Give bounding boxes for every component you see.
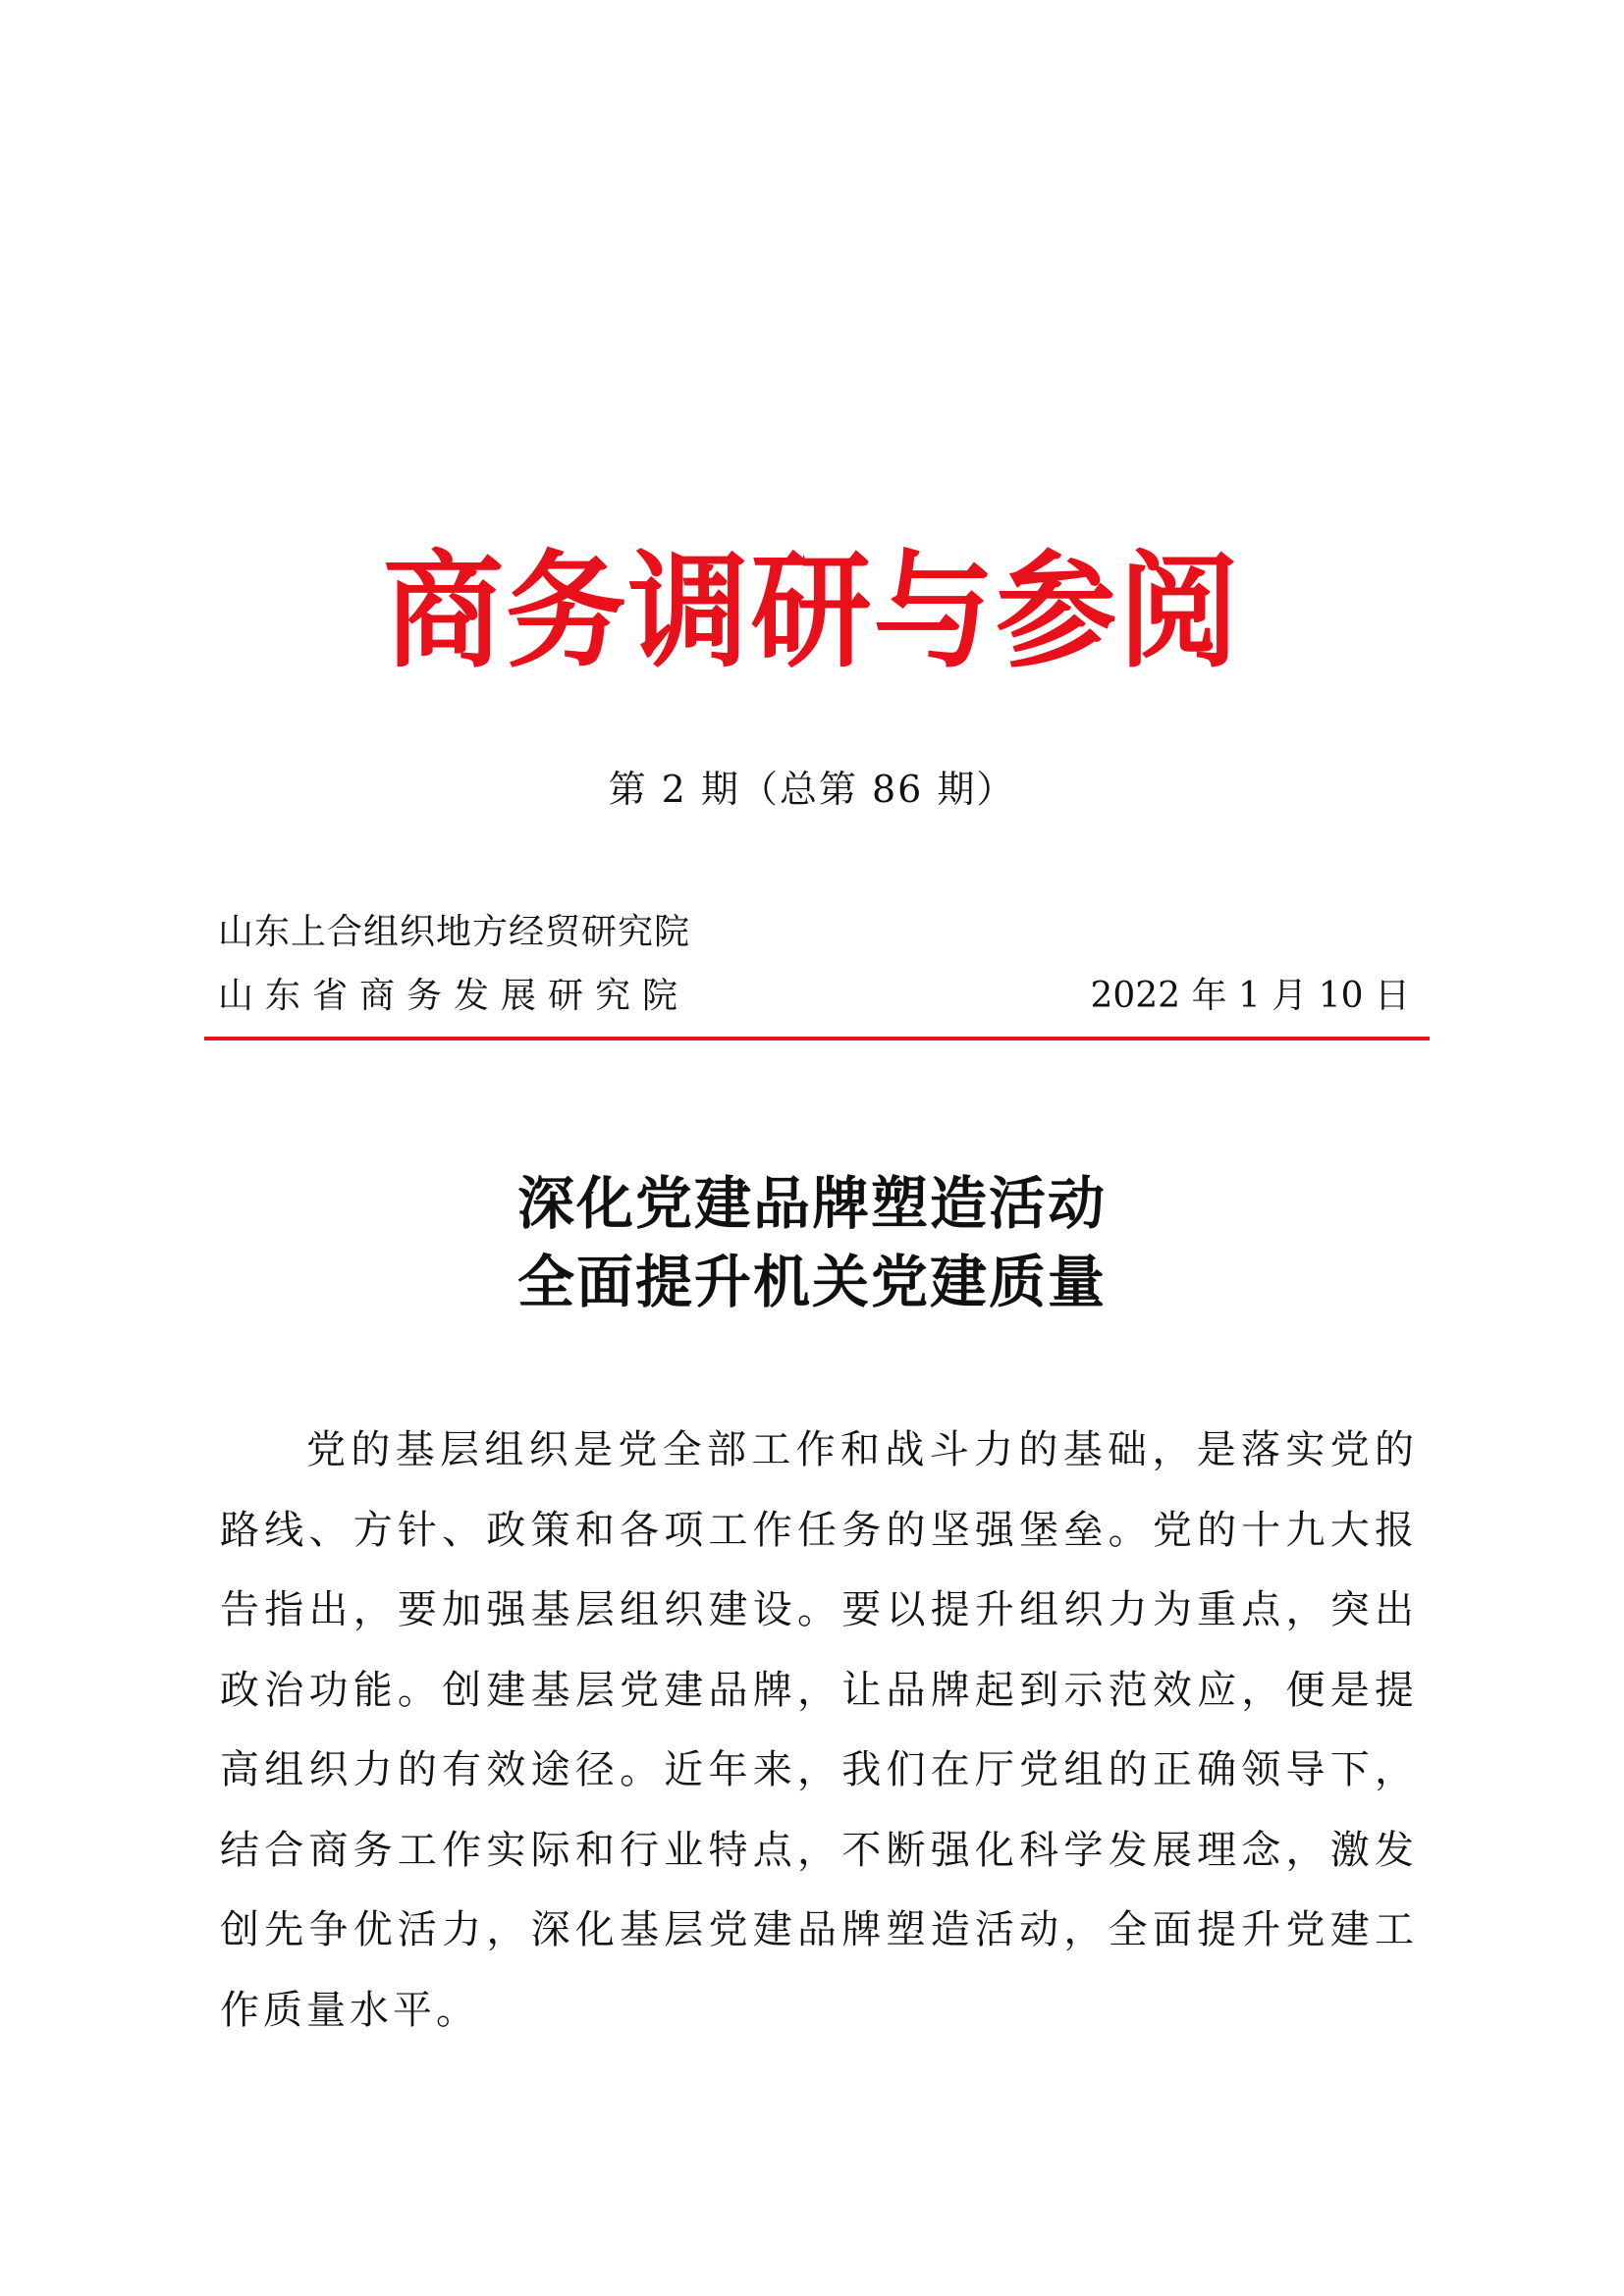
article-paragraph: 党的基层组织是党全部工作和战斗力的基础，是落实党的路线、方针、政策和各项工作任务的坚强堡垒。党的十九大报告指出，要加强基层组织建设。要以提升组织力为重点，突出政治功能。创建基层党建品牌，让品牌起到示范效应，便是提高组织力的有效途径。近年来，我们在厅党组的正确领导下，结合商务工作实际和行业特点，不断强化科学发展理念，激发创先争优活力，深化基层党建品牌塑造活动，全面提升党建工作质量水平。 — [220, 1427, 1418, 2033]
issuer-line-1: 山东上合组织地方经贸研究院 — [218, 912, 691, 952]
issue-date: 2022 年 1 月 10 日 — [1090, 976, 1410, 1016]
red-divider — [204, 1037, 1430, 1041]
article-title-line-1: 深化党建品牌塑造活动 — [516, 1170, 1107, 1237]
masthead-title: 商务调研与参阅 — [383, 538, 1241, 685]
issue-number: 第 2 期（总第 86 期） — [608, 768, 1016, 811]
article-title-line-2: 全面提升机关党建质量 — [516, 1249, 1107, 1315]
issuer-line-2: 山东省商务发展研究院 — [218, 976, 690, 1016]
